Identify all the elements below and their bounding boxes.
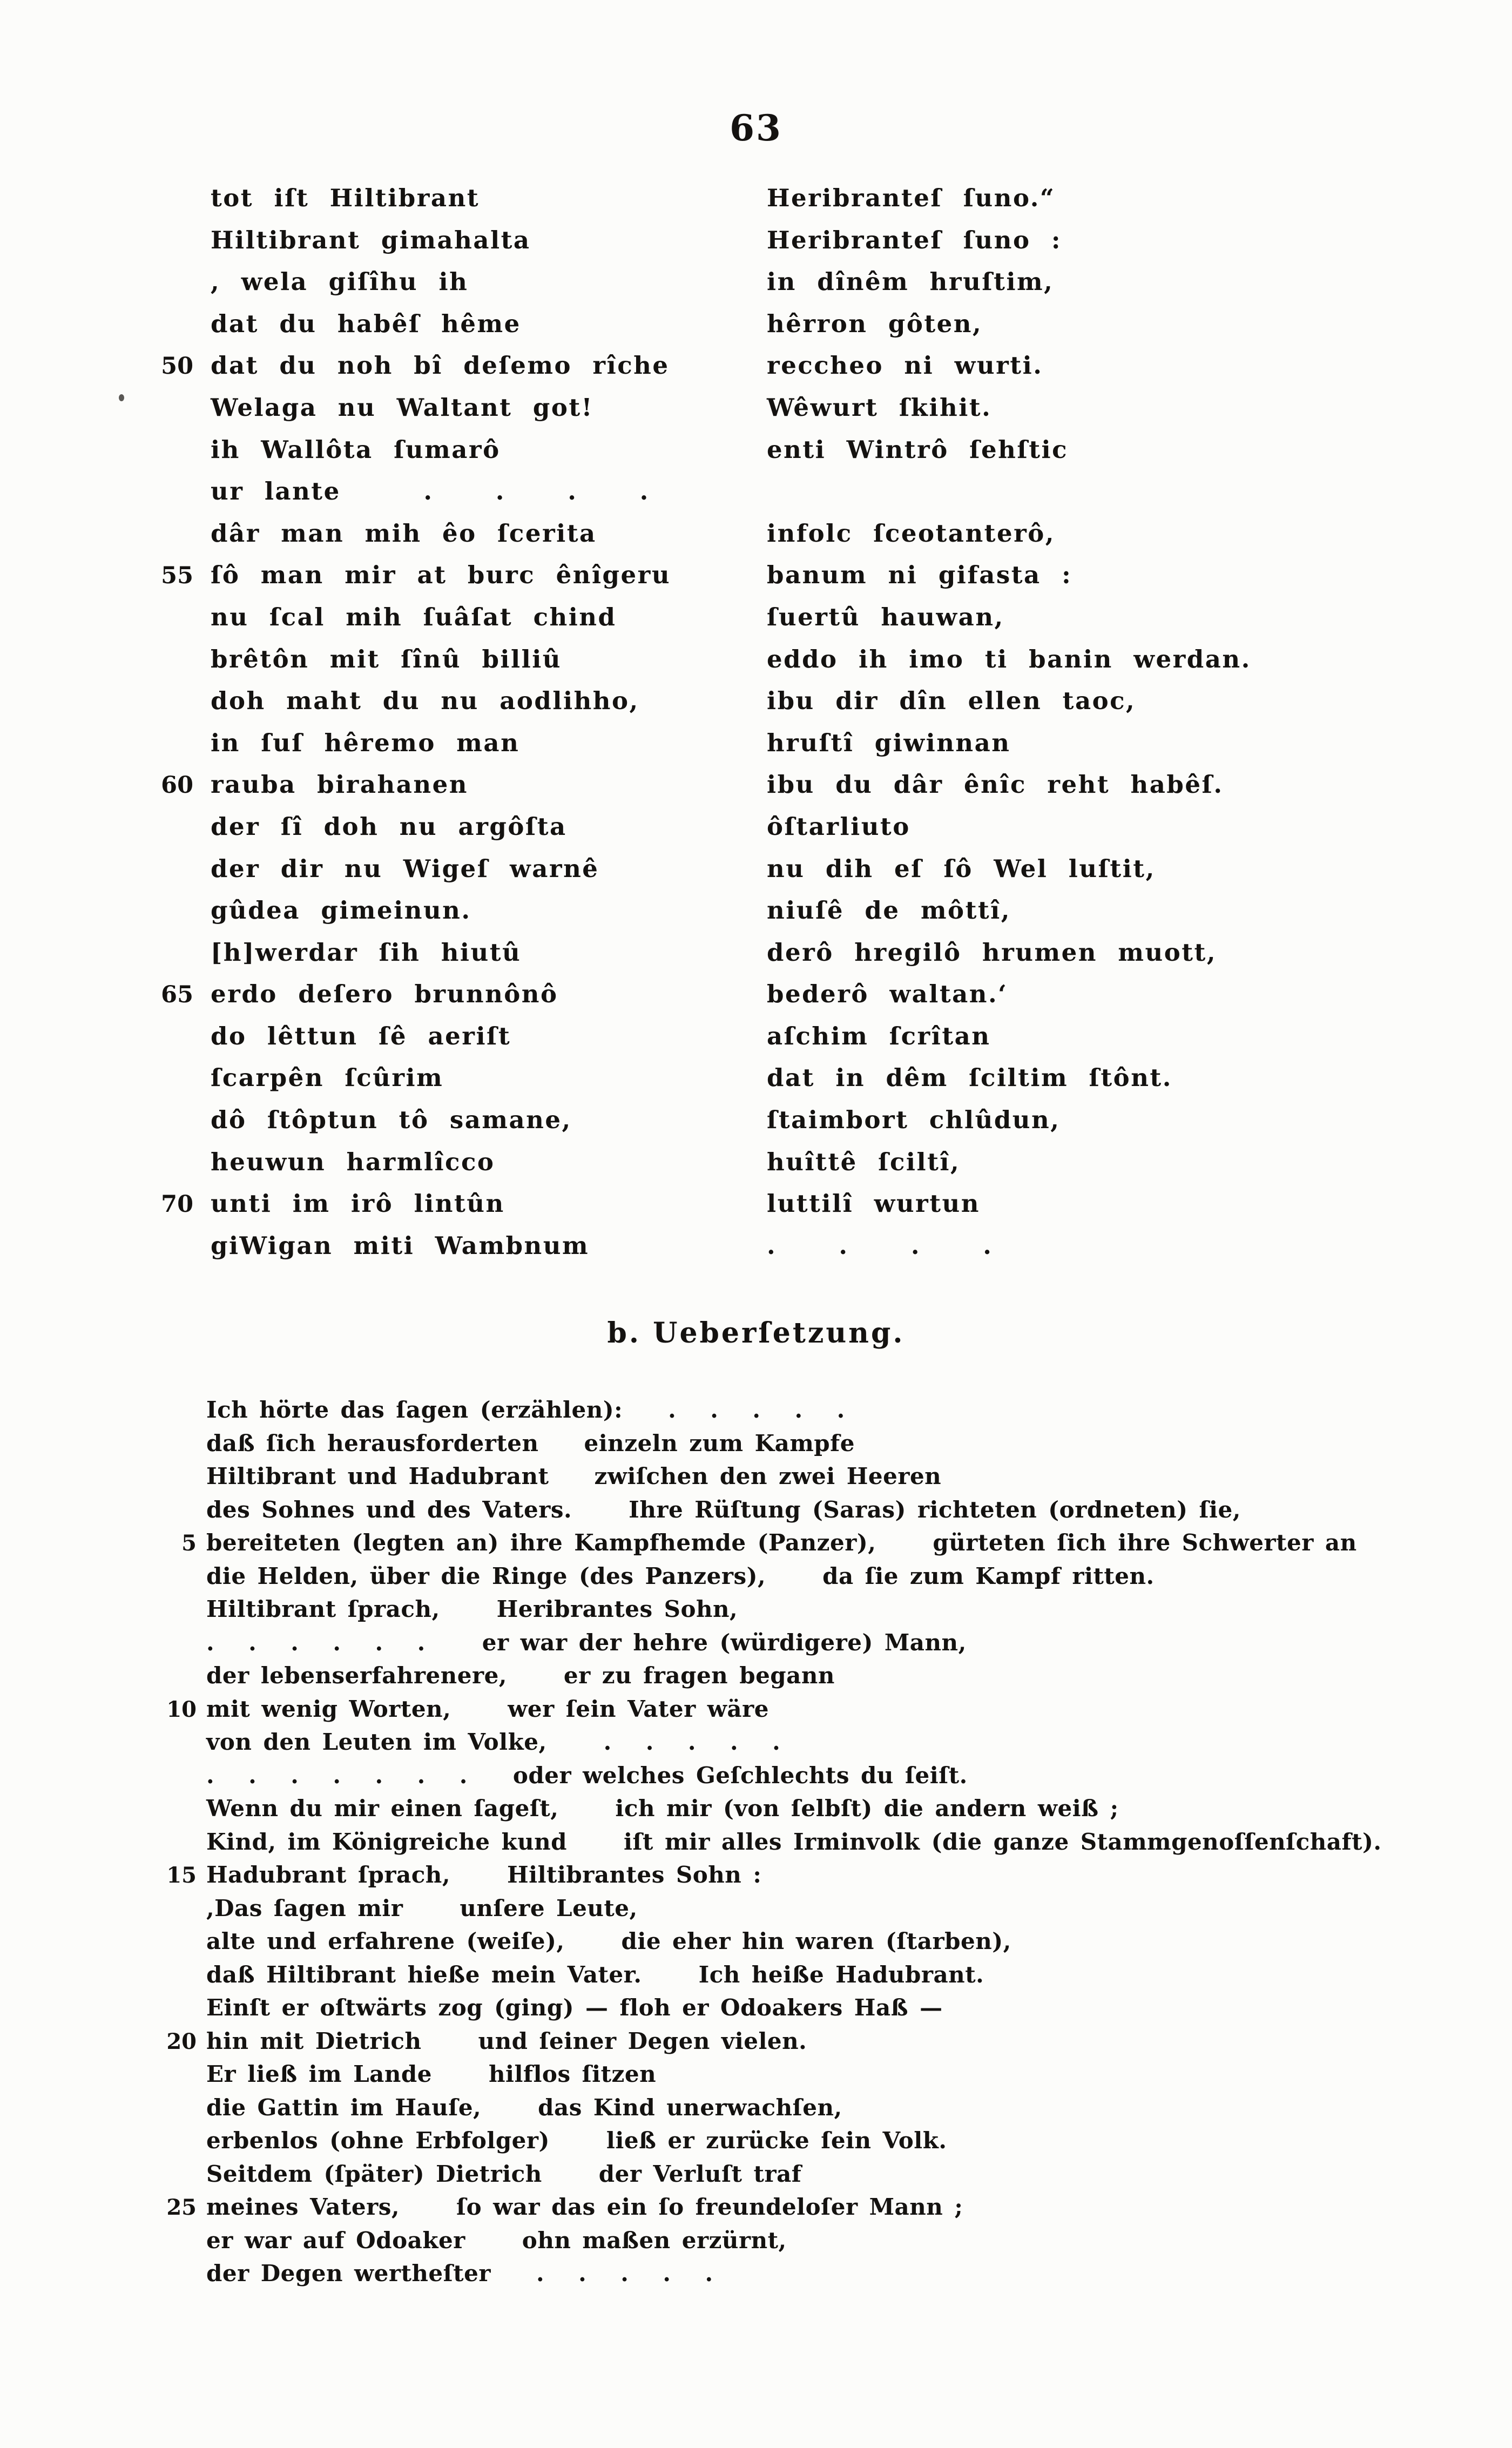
translation-line [157,2161,1381,2194]
translation-line [157,2127,1381,2161]
translation-line-text: hin mit Dietrich und ſeiner Degen vielen. [206,2027,807,2054]
translation-line [157,1696,1381,1729]
verse-half-line-a: gûdea gimeinun. [211,896,471,925]
verse-row [157,645,1251,687]
verse-row [157,980,1251,1022]
verse-row [157,1063,1251,1105]
verse-half-line-b: luttilî wurtun [767,1189,980,1218]
verse-line-number: 65 [161,981,193,1009]
translation-line [157,1662,1381,1696]
translation-line-text: Hadubrant ſprach, Hiltibrantes Sohn : [206,1862,762,1888]
verse-half-line-a: der ſî doh nu argôſta [211,812,567,841]
verse-row [157,184,1251,226]
translation-line [157,2061,1381,2094]
verse-row [157,267,1251,309]
verse-half-line-b: hruſtî giwinnan [767,728,1011,757]
verse-row [157,393,1251,435]
translation-line [157,1928,1381,1961]
translation-line-text: Hiltibrant ſprach, Heribrantes Sohn, [206,1596,738,1622]
verse-half-line-a: ih Wallôta ſumarô [211,435,501,464]
verse-half-line-b: hêrron gôten, [767,309,983,338]
verse-half-line-b: . . . . [767,1231,993,1260]
verse-half-line-b: nu dih eſ ſô Wel luſtit, [767,854,1156,883]
verse-row [157,686,1251,729]
verse-half-line-a: rauba birahanen [211,770,468,799]
verse-half-line-a: Hiltibrant gimahalta [211,225,531,254]
translation-line [157,1563,1381,1596]
verse-half-line-b: Wêwurt ſkihit. [767,393,992,422]
verse-half-line-a: giWigan miti Wambnum [211,1231,590,1260]
translation-line-text: der Degen wertheſter . . . . . [206,2260,713,2287]
verse-half-line-a: ſô man mir at burc ênîgeru [211,561,671,590]
verse-half-line-a: unti im irô lintûn [211,1189,505,1218]
verse-half-line-a: doh maht du nu aodlihho, [211,686,639,716]
verse-half-line-a: brêtôn mit ſînû billiû [211,644,562,673]
verse-half-line-b: niuſê de môttî, [767,896,1011,925]
translation-line [157,1397,1381,1430]
verse-half-line-a: dâr man mih êo ſcerita [211,518,597,548]
verse-half-line-a: ur lante . . . . [211,477,650,506]
translation-line-text: mit wenig Worten, wer ſein Vater wäre [206,1695,769,1722]
verse-half-line-a: [h]werdar ſih hiutû [211,938,522,967]
verse-half-line-a: Welaga nu Waltant got! [211,393,593,422]
verse-half-line-a: heuwun harmlîcco [211,1147,495,1176]
page-number: 63 [730,107,782,149]
verse-row [157,309,1251,352]
translation-line [157,1762,1381,1796]
translation-line-text: ,Das ſagen mir unſere Leute, [206,1894,638,1921]
verse-half-line-b: Heribranteſ ſuno : [767,225,1062,254]
verse-half-line-b: ibu dir dîn ellen taoc, [767,686,1136,716]
translation-line-number: 20 [166,2028,197,2054]
translation-heading: b. Ueberſetzung. [607,1317,905,1350]
verse-line-number: 50 [161,353,193,380]
verse-row [157,1148,1251,1190]
verse-half-line-b: infolc ſceotanterô, [767,518,1055,548]
verse-row [157,519,1251,561]
verse-half-line-b: in dînêm hruſtim, [767,267,1054,296]
verse-half-line-a: erdo deſero brunnônô [211,980,558,1009]
verse-half-line-b: ſtaimbort chlûdun, [767,1105,1061,1135]
verse-half-line-b: banum ni gifasta : [767,561,1072,590]
translation-text [157,1397,1381,2294]
verse-half-line-b: ibu du dâr ênîc reht habêſ. [767,770,1224,799]
translation-line [157,1529,1381,1563]
verse-line-number: 70 [161,1191,193,1218]
verse-half-line-a: dat du habêſ hême [211,309,521,338]
translation-line-text: Er ließ im Lande hilflos ſitzen [206,2061,657,2087]
translation-line [157,1795,1381,1829]
verse-half-line-b: ſuertû hauwan, [767,602,1004,631]
translation-line [157,2028,1381,2061]
verse-half-line-a: do lêttun ſê aeriſt [211,1021,511,1050]
translation-line-text: erbenlos (ohne Erbfolger) ließ er zurücke ſein Volk. [206,2127,947,2154]
verse-half-line-b: huîttê ſciltî, [767,1147,961,1176]
verse-row [157,1189,1251,1231]
translation-line [157,1729,1381,1762]
translation-line-text: Einſt er oſtwärts zog (ging) — floh er Odoakers Haß — [206,1994,943,2021]
verse-half-line-b: aſchim ſcrîtan [767,1021,991,1050]
verse-row [157,351,1251,393]
verse-half-line-a: dô ſtôptun tô samane, [211,1105,572,1135]
translation-line-text: er war auf Odoaker ohn maßen erzürnt, [206,2227,787,2254]
verse-row [157,477,1251,519]
translation-line-text: daß ſich herausforderten einzeln zum Kampfe [206,1429,855,1456]
verse-half-line-a: ſcarpên ſcûrim [211,1063,444,1093]
translation-line [157,1629,1381,1663]
translation-line [157,1463,1381,1496]
scan-ink-speck [119,394,124,401]
verse-row [157,896,1251,938]
translation-line [157,1496,1381,1530]
verse-half-line-a: dat du noh bî deſemo rîche [211,351,670,380]
translation-line-text: daß Hiltibrant hieße mein Vater. Ich heiße Hadubrant. [206,1961,984,1988]
verse-row [157,226,1251,268]
translation-line-number: 10 [166,1696,197,1722]
verse-row [157,770,1251,812]
verse-half-line-b: dat in dêm ſciltim ſtônt. [767,1063,1172,1093]
translation-line-text: meines Vaters, ſo war das ein ſo freundeloſer Mann ; [206,2194,963,2220]
verse-half-line-b: bederô waltan.‘ [767,980,1008,1009]
verse-half-line-b: eddo ih imo ti banin werdan. [767,644,1251,673]
verse-row [157,1231,1251,1273]
verse-half-line-b: enti Wintrô ſehſtic [767,435,1068,464]
verse-line-number: 55 [161,562,193,590]
verse-half-line-b: ôſtarliuto [767,812,910,841]
translation-line [157,1961,1381,1995]
verse-row [157,812,1251,854]
verse-row [157,854,1251,896]
translation-line [157,1994,1381,2028]
translation-line-text: die Helden, über die Ringe (des Panzers), da ſie zum Kampf ritten. [206,1562,1155,1589]
translation-line-text: . . . . . . . oder welches Geſchlechts du ſeiſt. [206,1762,968,1789]
old-high-german-verse [157,184,1251,1273]
translation-line-text: Ich hörte das ſagen (erzählen): . . . . . [206,1397,845,1423]
verse-half-line-b: reccheo ni wurti. [767,351,1043,380]
translation-line-number: 15 [166,1863,197,1888]
translation-line-text: die Gattin im Hauſe, das Kind unerwachſen, [206,2094,842,2121]
translation-line-text: Wenn du mir einen ſageſt, ich mir (von ſelbſt) die andern weiß ; [206,1795,1119,1822]
verse-row [157,561,1251,603]
translation-line [157,1596,1381,1629]
verse-half-line-a: der dir nu Wigeſ warnê [211,854,599,883]
verse-half-line-a: , wela giſîhu ih [211,267,469,296]
verse-half-line-b: Heribranteſ ſuno.“ [767,184,1056,212]
verse-row [157,938,1251,980]
verse-half-line-a: nu ſcal mih ſuâſat chind [211,602,617,631]
translation-line [157,1829,1381,1862]
verse-row [157,435,1251,477]
translation-line [157,2260,1381,2294]
verse-row [157,603,1251,645]
translation-line-text: . . . . . . er war der hehre (würdigere) Mann, [206,1629,967,1656]
translation-line-number: 5 [181,1530,197,1556]
verse-row [157,1105,1251,1148]
translation-line-text: alte und erfahrene (weiſe), die eher hin waren (ſtarben), [206,1928,1011,1954]
translation-line [157,2194,1381,2227]
translation-line-text: des Sohnes und des Vaters. Ihre Rüſtung (Saras) richteten (ordneten) ſie, [206,1496,1241,1523]
translation-line [157,2227,1381,2261]
translation-line-text: Seitdem (ſpäter) Dietrich der Verluſt traf [206,2160,802,2187]
verse-row [157,729,1251,771]
translation-line-text: der lebenserfahrenere, er zu fragen begann [206,1662,835,1689]
verse-half-line-a: in ſuſ hêremo man [211,728,520,757]
verse-half-line-a: tot iſt Hiltibrant [211,184,480,212]
verse-half-line-b: derô hregilô hrumen muott, [767,938,1217,967]
verse-row [157,1022,1251,1064]
translation-line [157,2094,1381,2128]
translation-line [157,1895,1381,1928]
translation-line-text: bereiteten (legten an) ihre Kampfhemde (Panzer), gürteten ſich ihre Schwerter an [206,1529,1357,1556]
translation-line [157,1862,1381,1895]
translation-line-number: 25 [166,2195,197,2220]
translation-line-text: von den Leuten im Volke, . . . . . [206,1729,781,1755]
translation-line-text: Hiltibrant und Hadubrant zwiſchen den zwei Heeren [206,1463,942,1489]
verse-line-number: 60 [161,772,193,799]
translation-line [157,1430,1381,1464]
translation-line-text: Kind, im Königreiche kund iſt mir alles Irminvolk (die ganze Stammgenoſſenſchaft). [206,1828,1382,1855]
